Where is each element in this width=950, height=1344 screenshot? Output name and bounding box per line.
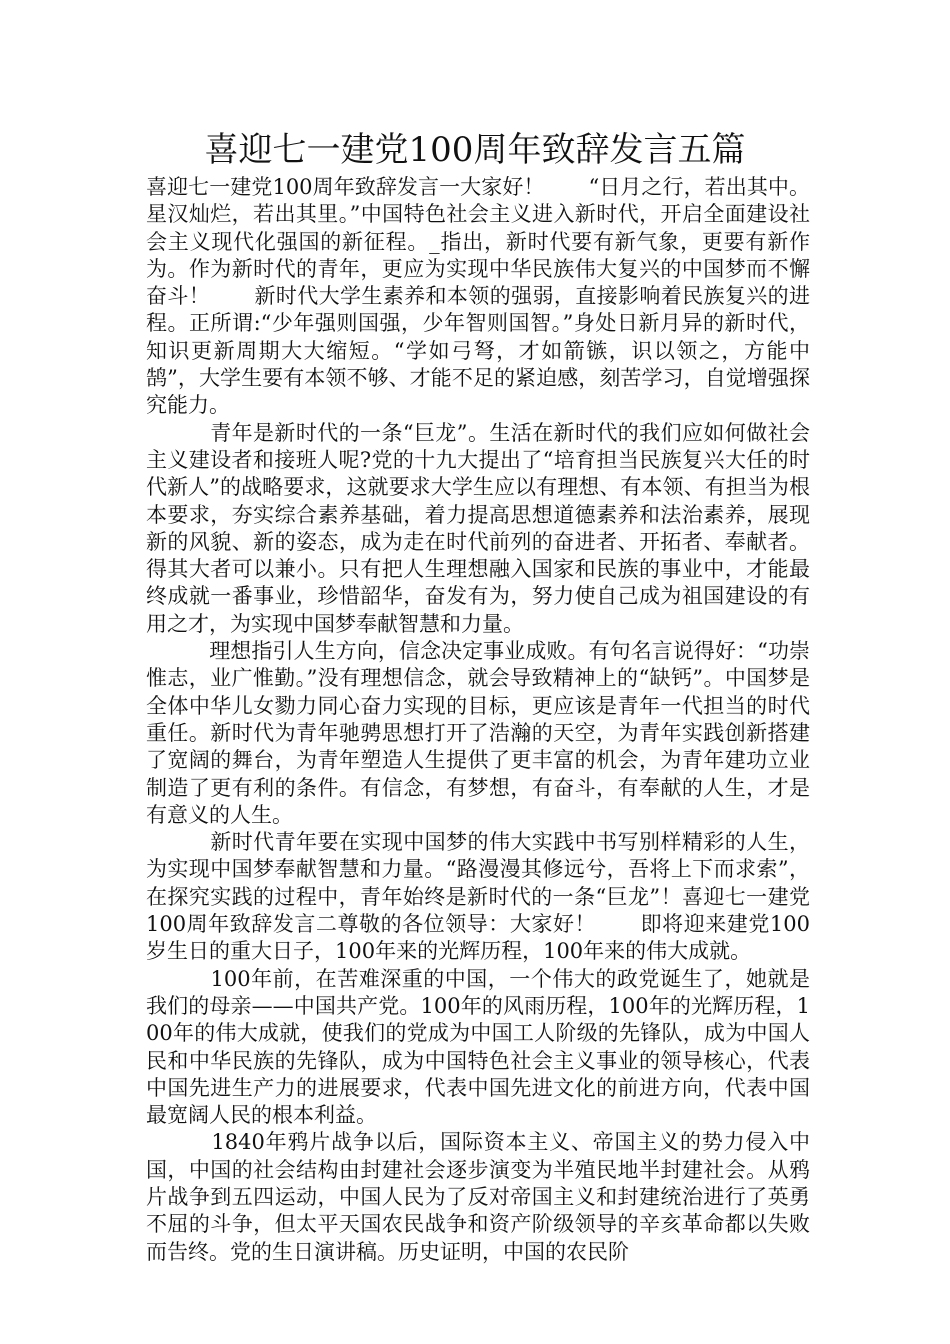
paragraph-6 — [146, 1129, 810, 1265]
paragraph-3-text: 理想指引人生方向，信念决定事业成败。有句名言说得好：“功崇惟志，业广惟勤。”没有理想信念，就会导致精神上的“缺钙”。中国梦是全体中华儿女勠力同心奋力实现的目标，更应该是青年一代担当的时代重任。新时代为青年驰骋思想打开了浩瀚的天空，为青年实践创新搭建了宽阔的舞台，为青年塑造人生提供了更丰富的机会，为青年建功立业制造了更有利的条件。有信念，有梦想，有奋斗，有奉献的人生，才是有意义的人生。 — [146, 639, 811, 827]
paragraph-3 — [146, 638, 810, 829]
paragraph-4-part-a: 新时代青年要在实现中国梦的伟大实践中书写别样精彩的人生，为实现中国梦奉献智慧和力量。“路漫漫其修远兮，吾将上下而求索”，在探究实践的过程中，青年始终是新时代的一条“巨龙”！喜迎七一建党100周年致辞发言二尊敬的各位领导：大家好！ — [146, 830, 811, 937]
paragraph-4-indent — [146, 830, 210, 854]
paragraph-5-indent — [146, 967, 211, 991]
document-body — [146, 174, 810, 1266]
paragraph-6-text: 1840年鸦片战争以后，国际资本主义、帝国主义的势力侵入中国，中国的社会结构由封建社会逐步演变为半殖民地半封建社会。从鸦片战争到五四运动，中国人民为了反对帝国主义和封建统治进行了英勇不屈的斗争，但太平天国农民战争和资产阶级领导的辛亥革命都以失败而告终。党的生日演讲稿。历史证明，中国的农民阶 — [146, 1130, 810, 1264]
paragraph-1-part-b: “日月之行，若出其中。星汉灿烂，若出其里。”中国特色社会主义进入新时代，开启全面建设社会主义现代化强国的新征程。_指出，新时代要有新气象，更要有新作为。作为新时代的青年，更应为实现中华民族伟大复兴的中国梦而不懈奋斗！ — [146, 175, 810, 309]
paragraph-4-part-b: 即将迎来建党100岁生日的重大日子，100年来的光辉历程，100年来的伟大成就。 — [146, 912, 810, 964]
paragraph-5 — [146, 966, 810, 1130]
paragraph-1-part-c: 新时代大学生素养和本领的强弱，直接影响着民族复兴的进程。正所谓:“少年强则国强，少年智则国智。”身处日新月异的新时代，知识更新周期大大缩短。“学如弓弩，才如箭镞，识以领之，方能中鹄”，大学生要有本领不够、才能不足的紧迫感，刻苦学习，自觉增强探究能力。 — [146, 284, 811, 418]
paragraph-2-indent — [146, 421, 210, 445]
paragraph-3-indent — [146, 639, 209, 663]
paragraph-2 — [146, 420, 810, 638]
paragraph-4 — [146, 829, 810, 965]
paragraph-5-text: 100年前，在苦难深重的中国，一个伟大的政党诞生了，她就是我们的母亲——中国共产党。100年的风雨历程，100年的光辉历程，100年的伟大成就，使我们的党成为中国工人阶级的先锋队，成为中国人民和中华民族的先锋队，成为中国特色社会主义事业的领导核心，代表中国先进生产力的进展要求，代表中国先进文化的前进方向，代表中国最宽阔人民的根本利益。 — [146, 966, 810, 1128]
paragraph-2-text: 青年是新时代的一条“巨龙”。生活在新时代的我们应如何做社会主义建设者和接班人呢?党的十九大提出了“培育担当民族复兴大任的时代新人”的战略要求，这就要求大学生应以有理想、有本领、有担当为根本要求，夯实综合素养基础，着力提高思想道德素养和法治素养，展现新的风貌、新的姿态，成为走在时代前列的奋进者、开拓者、奉献者。得其大者可以兼小。只有把人生理想融入国家和民族的事业中，才能最终成就一番事业，珍惜韶华，奋发有为，努力使自己成为祖国建设的有用之才，为实现中国梦奉献智慧和力量。 — [146, 420, 810, 636]
paragraph-6-indent — [146, 1130, 211, 1154]
paragraph-1-part-a: 喜迎七一建党100周年致辞发言一大家好！ — [146, 175, 545, 199]
document-title: 喜迎七一建党100周年致辞发言五篇 — [204, 130, 746, 170]
paragraph-1 — [146, 174, 810, 420]
